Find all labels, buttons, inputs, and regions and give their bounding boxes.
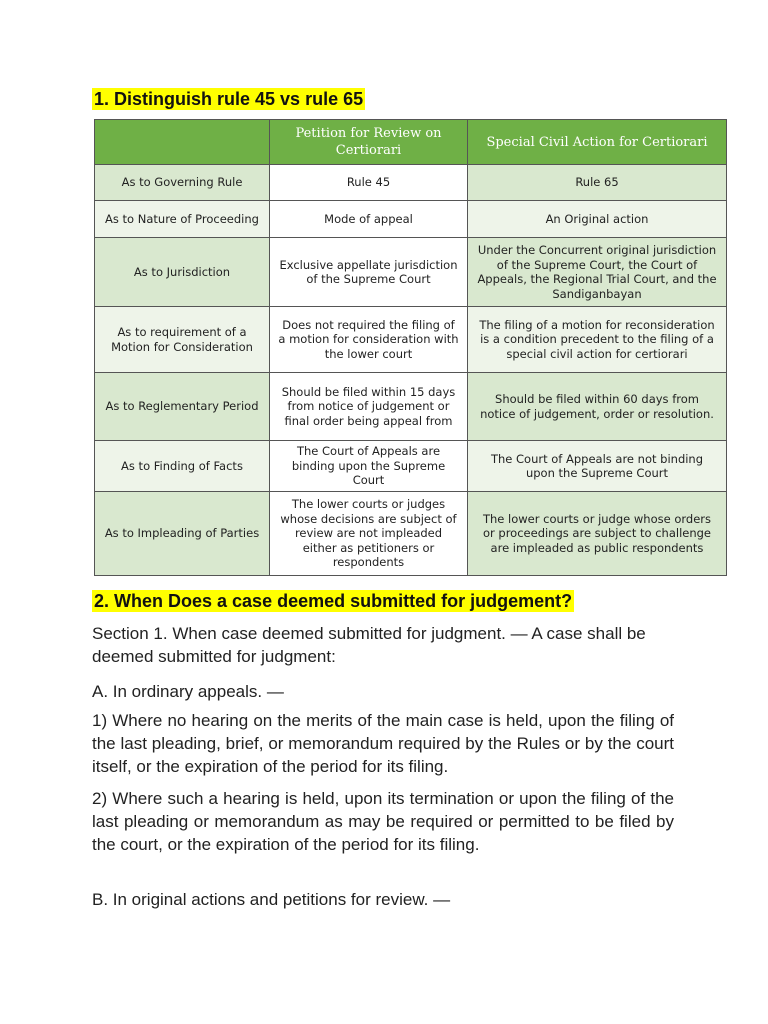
section-1-paragraph: Section 1. When case deemed submitted for judgment. — A case shall be deemed submitted for judgment: (92, 624, 646, 666)
hearing-held-paragraph: 2) Where such a hearing is held, upon its termination or upon the filing of the last pleading or memorandum as may be required or permitted to be filed by the court, or the expiration of the period for its filing. (92, 789, 674, 854)
table-row (95, 441, 727, 492)
rule45-cell: Exclusive appellate jurisdiction of the Supreme Court (270, 238, 468, 307)
table-header-empty (95, 120, 270, 165)
rule65-cell: Should be filed within 60 days from notice of judgement, order or resolution. (468, 373, 727, 441)
rule65-cell: An Original action (468, 201, 727, 238)
table-row (95, 373, 727, 441)
rule45-cell: The Court of Appeals are binding upon the Supreme Court (270, 441, 468, 492)
table-header-row (95, 120, 727, 165)
row-label: As to Finding of Facts (95, 441, 270, 492)
table-header-rule65: Special Civil Action for Certiorari (468, 120, 727, 165)
rule65-cell: Rule 65 (468, 165, 727, 201)
table-row (95, 165, 727, 201)
rule45-cell: Does not required the filing of a motion for consideration with the lower court (270, 307, 468, 373)
table-row (95, 307, 727, 373)
ordinary-appeals-paragraph: A. In ordinary appeals. — (92, 682, 284, 701)
table-row (95, 238, 727, 307)
rule45-cell: Mode of appeal (270, 201, 468, 238)
rule65-cell: Under the Concurrent original jurisdiction of the Supreme Court, the Court of Appeals, the Regional Trial Court, and the Sandiganbayan (468, 238, 727, 307)
comparison-table (94, 119, 727, 576)
row-label: As to Reglementary Period (95, 373, 270, 441)
table-header-rule45: Petition for Review on Certiorari (270, 120, 468, 165)
row-label: As to Impleading of Parties (95, 492, 270, 576)
rule45-cell: Rule 45 (270, 165, 468, 201)
row-label: As to requirement of a Motion for Consideration (95, 307, 270, 373)
rule45-cell: Should be filed within 15 days from notice of judgement or final order being appeal from (270, 373, 468, 441)
rule65-cell: The Court of Appeals are not binding upon the Supreme Court (468, 441, 727, 492)
original-actions-paragraph: B. In original actions and petitions for review. — (92, 890, 451, 909)
table-row (95, 201, 727, 238)
row-label: As to Jurisdiction (95, 238, 270, 307)
row-label: As to Nature of Proceeding (95, 201, 270, 238)
heading-submitted-for-judgement: 2. When Does a case deemed submitted for judgement? (94, 591, 573, 611)
rule45-cell: The lower courts or judges whose decisions are subject of review are not impleaded either as petitioners or respondents (270, 492, 468, 576)
heading-rule45-vs-rule65: 1. Distinguish rule 45 vs rule 65 (94, 89, 364, 109)
table-row (95, 492, 727, 576)
row-label: As to Governing Rule (95, 165, 270, 201)
rule65-cell: The filing of a motion for reconsideration is a condition precedent to the filing of a special civil action for certiorari (468, 307, 727, 373)
no-hearing-paragraph: 1) Where no hearing on the merits of the main case is held, upon the filing of the last pleading, brief, or memorandum required by the Rules or by the court itself, or the expiration of the period for its filing. (92, 711, 674, 776)
rule65-cell: The lower courts or judge whose orders or proceedings are subject to challenge are impleaded as public respondents (468, 492, 727, 576)
